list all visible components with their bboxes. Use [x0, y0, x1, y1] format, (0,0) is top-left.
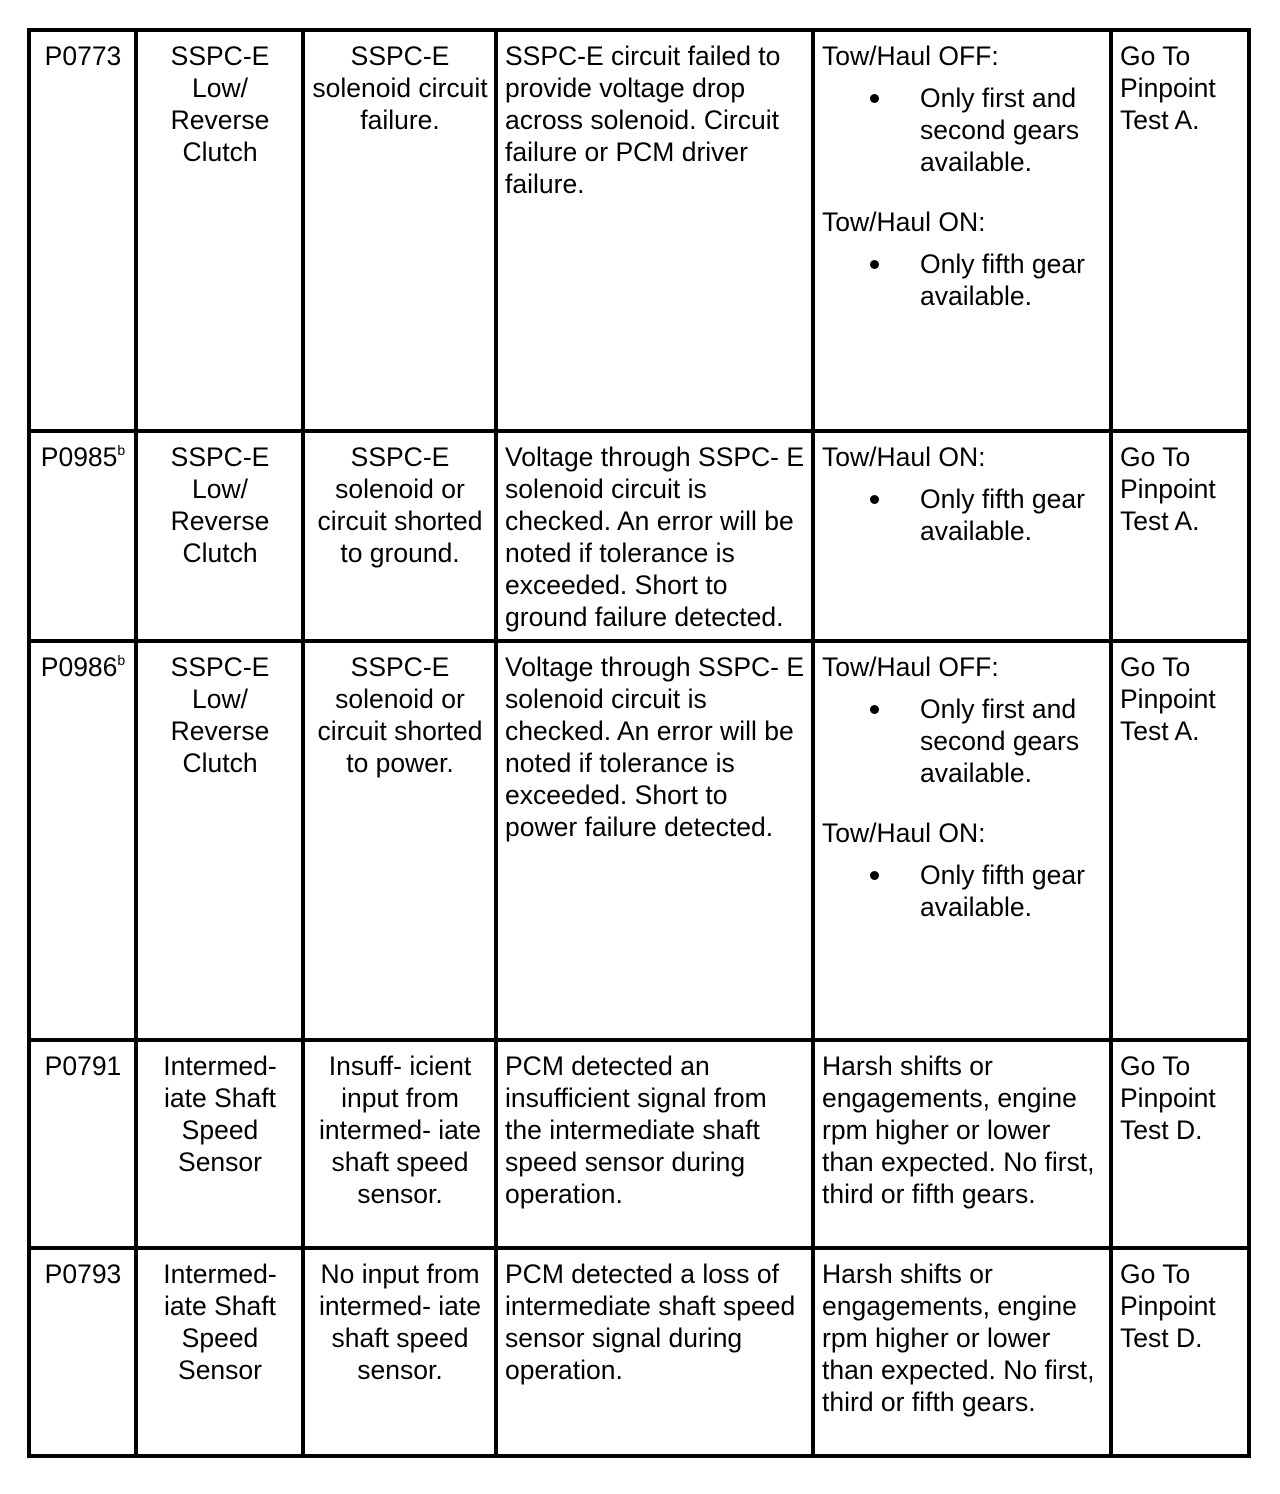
action-text: Go To Pinpoint Test A.: [1120, 41, 1216, 135]
list-item: Only first and second gears available.: [920, 82, 1103, 178]
dtc-code-cell: [29, 1040, 136, 1248]
dtc-table: [27, 28, 1251, 1458]
dtc-code-footnote: b: [117, 652, 126, 668]
symptom-text: Harsh shifts or engagements, engine rpm higher or lower than expected. No first, third or fifth gears.: [822, 1051, 1095, 1209]
dtc-code-cell: [29, 431, 136, 641]
table-row: [29, 30, 1249, 431]
action-cell: [1111, 641, 1249, 1040]
description-cell: [303, 30, 496, 431]
description-text: SSPC-E solenoid or circuit shorted to ground.: [317, 442, 483, 568]
component-cell: [136, 1248, 303, 1456]
symptom-list: [822, 693, 1103, 789]
component-cell: [136, 431, 303, 641]
action-cell: [1111, 1248, 1249, 1456]
action-text: Go To Pinpoint Test D.: [1120, 1051, 1216, 1145]
symptom-list: [822, 82, 1103, 178]
description-cell: [303, 641, 496, 1040]
action-cell: [1111, 1040, 1249, 1248]
component-cell: [136, 641, 303, 1040]
list-item: Only first and second gears available.: [920, 693, 1103, 789]
dtc-code-cell: [29, 30, 136, 431]
symptom-cell: [813, 1040, 1111, 1248]
dtc-code-cell: [29, 641, 136, 1040]
dtc-code: P0985: [40, 442, 118, 472]
symptom-cell: [813, 641, 1111, 1040]
action-cell: [1111, 30, 1249, 431]
component-text: SSPC-E Low/ Reverse Clutch: [170, 41, 270, 167]
description-text: SSPC-E solenoid or circuit shorted to power.: [317, 652, 483, 778]
symptom-cell: [813, 1248, 1111, 1456]
description-text: SSPC-E solenoid circuit failure.: [312, 41, 488, 135]
condition-cell: [496, 431, 813, 641]
symptom-header: Tow/Haul ON:: [822, 442, 986, 472]
symptom-list: [822, 859, 1103, 923]
condition-text: Voltage through SSPC- E solenoid circuit is checked. An error will be noted if tolerance is exceeded. Short to ground failure detected.: [505, 442, 805, 632]
condition-cell: [496, 1040, 813, 1248]
action-text: Go To Pinpoint Test D.: [1120, 1259, 1216, 1353]
condition-text: Voltage through SSPC- E solenoid circuit is checked. An error will be noted if tolerance is exceeded. Short to power failure detected.: [505, 652, 805, 842]
table-row: [29, 641, 1249, 1040]
symptom-header: Tow/Haul ON:: [822, 207, 986, 237]
component-cell: [136, 1040, 303, 1248]
dtc-code: P0791: [44, 1051, 122, 1081]
dtc-code: P0986: [40, 652, 118, 682]
table-row: [29, 1248, 1249, 1456]
symptom-header: Tow/Haul ON:: [822, 818, 986, 848]
condition-text: PCM detected a loss of intermediate shaft speed sensor signal during operation.: [505, 1259, 796, 1385]
condition-cell: [496, 1248, 813, 1456]
table-row: [29, 1040, 1249, 1248]
symptom-block: [822, 651, 1103, 789]
action-text: Go To Pinpoint Test A.: [1120, 442, 1216, 536]
description-cell: [303, 1040, 496, 1248]
list-item: Only fifth gear available.: [920, 248, 1103, 312]
symptom-header: Tow/Haul OFF:: [822, 41, 999, 71]
symptom-block: [822, 40, 1103, 178]
symptom-cell: [813, 431, 1111, 641]
symptom-block: [822, 817, 1103, 923]
component-text: Intermed- iate Shaft Speed Sensor: [163, 1051, 277, 1177]
component-text: SSPC-E Low/ Reverse Clutch: [170, 442, 270, 568]
condition-cell: [496, 30, 813, 431]
action-text: Go To Pinpoint Test A.: [1120, 652, 1216, 746]
action-cell: [1111, 431, 1249, 641]
component-text: SSPC-E Low/ Reverse Clutch: [170, 652, 270, 778]
dtc-code-cell: [29, 1248, 136, 1456]
condition-text: PCM detected an insufficient signal from the intermediate shaft speed sensor during operation.: [505, 1051, 767, 1209]
condition-cell: [496, 641, 813, 1040]
symptom-block: [822, 206, 1103, 312]
dtc-code: P0773: [44, 41, 122, 71]
symptom-cell: [813, 30, 1111, 431]
description-cell: [303, 1248, 496, 1456]
list-item: Only fifth gear available.: [920, 483, 1103, 547]
description-cell: [303, 431, 496, 641]
component-text: Intermed- iate Shaft Speed Sensor: [163, 1259, 277, 1385]
description-text: Insuff- icient input from intermed- iate shaft speed sensor.: [318, 1051, 481, 1209]
table-row: [29, 431, 1249, 641]
list-item: Only fifth gear available.: [920, 859, 1103, 923]
symptom-text: Harsh shifts or engagements, engine rpm higher or lower than expected. No first, third or fifth gears.: [822, 1259, 1095, 1417]
symptom-list: [822, 248, 1103, 312]
symptom-list: [822, 483, 1103, 547]
symptom-block: [822, 441, 1103, 547]
symptom-header: Tow/Haul OFF:: [822, 652, 999, 682]
dtc-code: P0793: [44, 1259, 122, 1289]
description-text: No input from intermed- iate shaft speed sensor.: [318, 1259, 481, 1385]
condition-text: SSPC-E circuit failed to provide voltage drop across solenoid. Circuit failure or PCM driver failure.: [505, 41, 781, 199]
dtc-code-footnote: b: [117, 442, 126, 458]
component-cell: [136, 30, 303, 431]
